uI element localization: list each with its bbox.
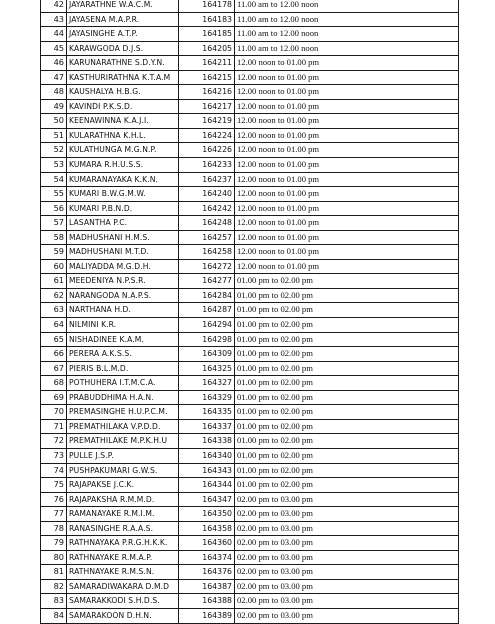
index-number: 164233 bbox=[179, 158, 235, 173]
row-number: 44 bbox=[41, 27, 67, 42]
row-number: 66 bbox=[41, 347, 67, 362]
schedule-table bbox=[40, 0, 459, 624]
row-number: 46 bbox=[41, 56, 67, 71]
row-number: 64 bbox=[41, 318, 67, 333]
time-slot: 12.00 noon to 01.00 pm bbox=[235, 245, 459, 260]
table-row bbox=[41, 419, 459, 434]
row-number: 80 bbox=[41, 550, 67, 565]
time-slot: 12.00 noon to 01.00 pm bbox=[235, 172, 459, 187]
time-slot: 12.00 noon to 01.00 pm bbox=[235, 143, 459, 158]
table-row bbox=[41, 56, 459, 71]
time-slot: 11.00 am to 12.00 noon bbox=[235, 0, 459, 12]
time-slot: 01.00 pm to 02.00 pm bbox=[235, 288, 459, 303]
index-number: 164257 bbox=[179, 230, 235, 245]
table-row bbox=[41, 216, 459, 231]
time-slot: 12.00 noon to 01.00 pm bbox=[235, 128, 459, 143]
time-slot: 02.00 pm to 03.00 pm bbox=[235, 507, 459, 522]
time-slot: 12.00 noon to 01.00 pm bbox=[235, 158, 459, 173]
row-number: 45 bbox=[41, 41, 67, 56]
time-slot: 02.00 pm to 03.00 pm bbox=[235, 594, 459, 609]
row-number: 61 bbox=[41, 274, 67, 289]
row-number: 60 bbox=[41, 259, 67, 274]
time-slot: 12.00 noon to 01.00 pm bbox=[235, 70, 459, 85]
time-slot: 01.00 pm to 02.00 pm bbox=[235, 448, 459, 463]
table-row bbox=[41, 405, 459, 420]
index-number: 164298 bbox=[179, 332, 235, 347]
student-name: KARAWGODA D.J.S. bbox=[67, 41, 179, 56]
student-name: NARTHANA H.D. bbox=[67, 303, 179, 318]
student-name: PREMASINGHE H.U.P.C.M. bbox=[67, 405, 179, 420]
table-row bbox=[41, 158, 459, 173]
time-slot: 12.00 noon to 01.00 pm bbox=[235, 56, 459, 71]
student-name: KUMARI B.W.G.M.W. bbox=[67, 187, 179, 202]
table-row bbox=[41, 550, 459, 565]
row-number: 84 bbox=[41, 608, 67, 623]
student-name: PIERIS B.L.M.D. bbox=[67, 361, 179, 376]
index-number: 164338 bbox=[179, 434, 235, 449]
index-number: 164219 bbox=[179, 114, 235, 129]
table-row bbox=[41, 99, 459, 114]
table-row bbox=[41, 274, 459, 289]
table-row bbox=[41, 608, 459, 623]
time-slot: 12.00 noon to 01.00 pm bbox=[235, 99, 459, 114]
table-row bbox=[41, 536, 459, 551]
row-number: 43 bbox=[41, 12, 67, 27]
student-name: NARANGODA N.A.P.S. bbox=[67, 288, 179, 303]
time-slot: 02.00 pm to 03.00 pm bbox=[235, 550, 459, 565]
index-number: 164217 bbox=[179, 99, 235, 114]
student-name: NISHADINEE K.A.M. bbox=[67, 332, 179, 347]
index-number: 164358 bbox=[179, 521, 235, 536]
time-slot: 01.00 pm to 02.00 pm bbox=[235, 463, 459, 478]
table-row bbox=[41, 579, 459, 594]
table-row bbox=[41, 347, 459, 362]
student-name: MALIYADDA M.G.D.H. bbox=[67, 259, 179, 274]
table-row bbox=[41, 390, 459, 405]
student-name: KUMARANAYAKA K.K.N. bbox=[67, 172, 179, 187]
student-name: KULARATHNA K.H.L. bbox=[67, 128, 179, 143]
row-number: 59 bbox=[41, 245, 67, 260]
index-number: 164340 bbox=[179, 448, 235, 463]
index-number: 164374 bbox=[179, 550, 235, 565]
table-row bbox=[41, 41, 459, 56]
index-number: 164337 bbox=[179, 419, 235, 434]
student-name: KAUSHALYA H.B.G. bbox=[67, 85, 179, 100]
student-name: RAJAPAKSHA R.M.M.D. bbox=[67, 492, 179, 507]
row-number: 49 bbox=[41, 99, 67, 114]
index-number: 164284 bbox=[179, 288, 235, 303]
index-number: 164343 bbox=[179, 463, 235, 478]
table-row bbox=[41, 201, 459, 216]
time-slot: 12.00 noon to 01.00 pm bbox=[235, 114, 459, 129]
row-number: 71 bbox=[41, 419, 67, 434]
row-number: 81 bbox=[41, 565, 67, 580]
time-slot: 12.00 noon to 01.00 pm bbox=[235, 230, 459, 245]
time-slot: 12.00 noon to 01.00 pm bbox=[235, 201, 459, 216]
table-row bbox=[41, 565, 459, 580]
index-number: 164258 bbox=[179, 245, 235, 260]
index-number: 164216 bbox=[179, 85, 235, 100]
student-name: RATHNAYAKE R.M.S.N. bbox=[67, 565, 179, 580]
index-number: 164242 bbox=[179, 201, 235, 216]
index-number: 164240 bbox=[179, 187, 235, 202]
index-number: 164178 bbox=[179, 0, 235, 12]
time-slot: 01.00 pm to 02.00 pm bbox=[235, 419, 459, 434]
row-number: 73 bbox=[41, 448, 67, 463]
index-number: 164237 bbox=[179, 172, 235, 187]
table-row bbox=[41, 114, 459, 129]
student-name: KULATHUNGA M.G.N.P. bbox=[67, 143, 179, 158]
table-row bbox=[41, 85, 459, 100]
student-name: RAJAPAKSE J.C.K. bbox=[67, 478, 179, 493]
time-slot: 01.00 pm to 02.00 pm bbox=[235, 332, 459, 347]
index-number: 164360 bbox=[179, 536, 235, 551]
table-row bbox=[41, 492, 459, 507]
time-slot: 01.00 pm to 02.00 pm bbox=[235, 303, 459, 318]
row-number: 69 bbox=[41, 390, 67, 405]
table-row bbox=[41, 507, 459, 522]
time-slot: 01.00 pm to 02.00 pm bbox=[235, 434, 459, 449]
row-number: 62 bbox=[41, 288, 67, 303]
index-number: 164287 bbox=[179, 303, 235, 318]
row-number: 54 bbox=[41, 172, 67, 187]
schedule-table-body bbox=[41, 0, 459, 623]
student-name: KARUNARATHNE S.D.Y.N. bbox=[67, 56, 179, 71]
student-name: SAMARADIWAKARA D.M.D bbox=[67, 579, 179, 594]
table-row bbox=[41, 143, 459, 158]
student-name: MADHUSHANI M.T.D. bbox=[67, 245, 179, 260]
row-number: 78 bbox=[41, 521, 67, 536]
row-number: 68 bbox=[41, 376, 67, 391]
row-number: 67 bbox=[41, 361, 67, 376]
row-number: 51 bbox=[41, 128, 67, 143]
student-name: JAYASINGHE A.T.P. bbox=[67, 27, 179, 42]
student-name: PUSHPAKUMARI G.W.S. bbox=[67, 463, 179, 478]
time-slot: 02.00 pm to 03.00 pm bbox=[235, 608, 459, 623]
index-number: 164226 bbox=[179, 143, 235, 158]
table-row bbox=[41, 463, 459, 478]
index-number: 164325 bbox=[179, 361, 235, 376]
index-number: 164215 bbox=[179, 70, 235, 85]
index-number: 164387 bbox=[179, 579, 235, 594]
index-number: 164224 bbox=[179, 128, 235, 143]
student-name: LASANTHA P.C. bbox=[67, 216, 179, 231]
row-number: 72 bbox=[41, 434, 67, 449]
table-row bbox=[41, 361, 459, 376]
index-number: 164185 bbox=[179, 27, 235, 42]
row-number: 56 bbox=[41, 201, 67, 216]
index-number: 164277 bbox=[179, 274, 235, 289]
table-row bbox=[41, 172, 459, 187]
student-name: NILMINI K.R. bbox=[67, 318, 179, 333]
table-row bbox=[41, 521, 459, 536]
index-number: 164248 bbox=[179, 216, 235, 231]
row-number: 63 bbox=[41, 303, 67, 318]
student-name: POTHUHERA I.T.M.C.A. bbox=[67, 376, 179, 391]
time-slot: 01.00 pm to 02.00 pm bbox=[235, 405, 459, 420]
table-row bbox=[41, 187, 459, 202]
student-name: RATHNAYAKE R.M.A.P. bbox=[67, 550, 179, 565]
time-slot: 01.00 pm to 02.00 pm bbox=[235, 390, 459, 405]
index-number: 164329 bbox=[179, 390, 235, 405]
row-number: 79 bbox=[41, 536, 67, 551]
row-number: 70 bbox=[41, 405, 67, 420]
row-number: 76 bbox=[41, 492, 67, 507]
student-name: JAYASENA M.A.P.R. bbox=[67, 12, 179, 27]
table-row bbox=[41, 376, 459, 391]
table-row bbox=[41, 259, 459, 274]
time-slot: 02.00 pm to 03.00 pm bbox=[235, 521, 459, 536]
student-name: PRABUDDHIMA H.A.N. bbox=[67, 390, 179, 405]
time-slot: 11.00 am to 12.00 noon bbox=[235, 27, 459, 42]
index-number: 164309 bbox=[179, 347, 235, 362]
time-slot: 01.00 pm to 02.00 pm bbox=[235, 376, 459, 391]
table-row bbox=[41, 303, 459, 318]
index-number: 164388 bbox=[179, 594, 235, 609]
row-number: 58 bbox=[41, 230, 67, 245]
document-page bbox=[40, 0, 458, 624]
time-slot: 01.00 pm to 02.00 pm bbox=[235, 361, 459, 376]
table-row bbox=[41, 594, 459, 609]
table-row bbox=[41, 12, 459, 27]
index-number: 164344 bbox=[179, 478, 235, 493]
index-number: 164376 bbox=[179, 565, 235, 580]
student-name: PREMATHILAKA V.P.D.D. bbox=[67, 419, 179, 434]
row-number: 83 bbox=[41, 594, 67, 609]
table-row bbox=[41, 332, 459, 347]
student-name: PREMATHILAKE M.P.K.H.U bbox=[67, 434, 179, 449]
student-name: KUMARA R.H.U.S.S. bbox=[67, 158, 179, 173]
row-number: 42 bbox=[41, 0, 67, 12]
row-number: 74 bbox=[41, 463, 67, 478]
row-number: 75 bbox=[41, 478, 67, 493]
row-number: 50 bbox=[41, 114, 67, 129]
table-row bbox=[41, 70, 459, 85]
student-name: KASTHURIRATHNA K.T.A.M bbox=[67, 70, 179, 85]
table-row bbox=[41, 448, 459, 463]
row-number: 55 bbox=[41, 187, 67, 202]
index-number: 164335 bbox=[179, 405, 235, 420]
student-name: MEEDENIYA N.P.S.R. bbox=[67, 274, 179, 289]
index-number: 164347 bbox=[179, 492, 235, 507]
row-number: 47 bbox=[41, 70, 67, 85]
student-name: RATHNAYAKA P.R.G.H.K.K. bbox=[67, 536, 179, 551]
index-number: 164272 bbox=[179, 259, 235, 274]
row-number: 48 bbox=[41, 85, 67, 100]
time-slot: 12.00 noon to 01.00 pm bbox=[235, 85, 459, 100]
row-number: 53 bbox=[41, 158, 67, 173]
student-name: MADHUSHANI H.M.S. bbox=[67, 230, 179, 245]
table-row bbox=[41, 288, 459, 303]
table-row bbox=[41, 0, 459, 12]
time-slot: 02.00 pm to 03.00 pm bbox=[235, 565, 459, 580]
time-slot: 12.00 noon to 01.00 pm bbox=[235, 259, 459, 274]
index-number: 164205 bbox=[179, 41, 235, 56]
table-row bbox=[41, 478, 459, 493]
table-row bbox=[41, 27, 459, 42]
time-slot: 02.00 pm to 03.00 pm bbox=[235, 536, 459, 551]
index-number: 164327 bbox=[179, 376, 235, 391]
row-number: 57 bbox=[41, 216, 67, 231]
index-number: 164350 bbox=[179, 507, 235, 522]
table-row bbox=[41, 434, 459, 449]
time-slot: 11.00 am to 12.00 noon bbox=[235, 41, 459, 56]
table-row bbox=[41, 230, 459, 245]
time-slot: 02.00 pm to 03.00 pm bbox=[235, 579, 459, 594]
index-number: 164211 bbox=[179, 56, 235, 71]
student-name: PERERA A.K.S.S. bbox=[67, 347, 179, 362]
student-name: SAMARAKKODI S.H.D.S. bbox=[67, 594, 179, 609]
time-slot: 12.00 noon to 01.00 pm bbox=[235, 187, 459, 202]
row-number: 52 bbox=[41, 143, 67, 158]
index-number: 164183 bbox=[179, 12, 235, 27]
student-name: KEENAWINNA K.A.J.I. bbox=[67, 114, 179, 129]
time-slot: 01.00 pm to 02.00 pm bbox=[235, 274, 459, 289]
time-slot: 01.00 pm to 02.00 pm bbox=[235, 318, 459, 333]
time-slot: 11.00 am to 12.00 noon bbox=[235, 12, 459, 27]
row-number: 82 bbox=[41, 579, 67, 594]
student-name: PULLE J.S.P. bbox=[67, 448, 179, 463]
time-slot: 01.00 pm to 02.00 pm bbox=[235, 478, 459, 493]
index-number: 164389 bbox=[179, 608, 235, 623]
student-name: KUMARI P.B.N.D. bbox=[67, 201, 179, 216]
table-row bbox=[41, 245, 459, 260]
time-slot: 02.00 pm to 03.00 pm bbox=[235, 492, 459, 507]
student-name: JAYARATHNE W.A.C.M. bbox=[67, 0, 179, 12]
table-row bbox=[41, 318, 459, 333]
student-name: KAVINDI P.K.S.D. bbox=[67, 99, 179, 114]
time-slot: 01.00 pm to 02.00 pm bbox=[235, 347, 459, 362]
time-slot: 12.00 noon to 01.00 pm bbox=[235, 216, 459, 231]
student-name: RAMANAYAKE R.M.I.M. bbox=[67, 507, 179, 522]
table-row bbox=[41, 128, 459, 143]
index-number: 164294 bbox=[179, 318, 235, 333]
student-name: RANASINGHE R.A.A.S. bbox=[67, 521, 179, 536]
student-name: SAMARAKOON D.H.N. bbox=[67, 608, 179, 623]
row-number: 77 bbox=[41, 507, 67, 522]
row-number: 65 bbox=[41, 332, 67, 347]
